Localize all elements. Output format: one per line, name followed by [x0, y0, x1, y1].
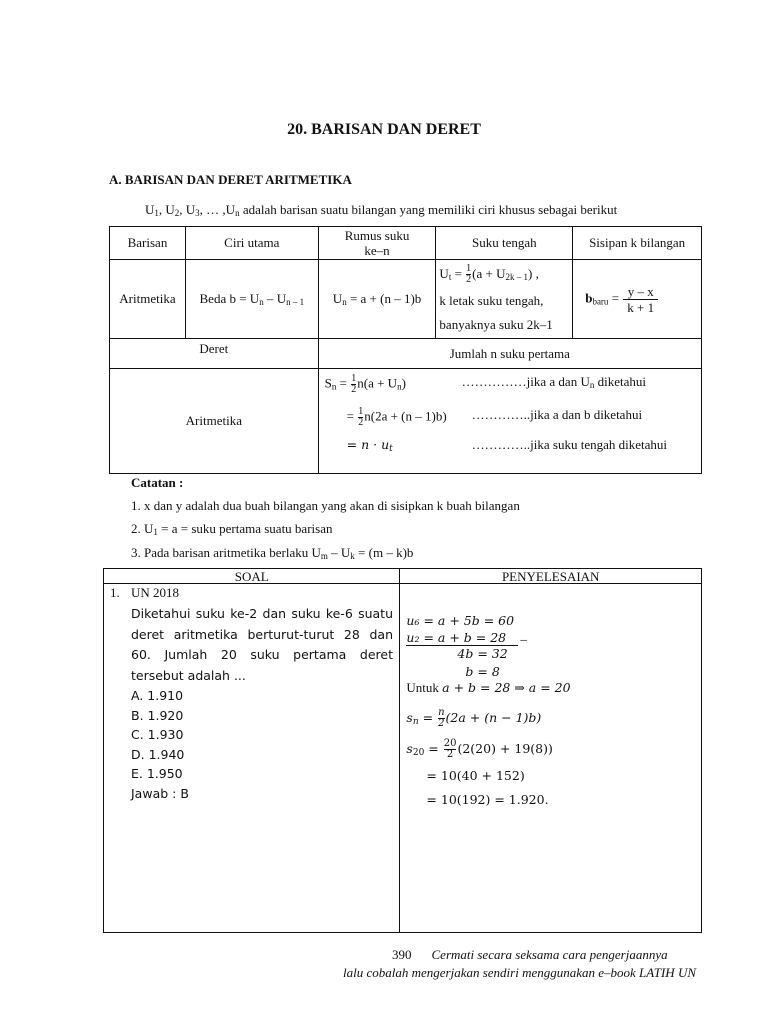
n-over-2-fraction: $\frac{n}{2}$ — [438, 707, 445, 729]
section-heading: A. BARISAN DAN DERET ARITMETIKA — [109, 172, 352, 187]
option-c: C. 1.930 — [131, 727, 184, 742]
sol-line-8: = 10(40 + 152) — [426, 768, 525, 783]
deret-label: Deret — [110, 339, 319, 369]
sol-line-1: u₆ = a + 5b = 60 — [406, 613, 515, 628]
option-a: A. 1.910 — [131, 688, 184, 703]
sn-note-1: ……………jika a dan $U_n$ diketahui — [461, 374, 646, 390]
sn-formula-3: = $n \cdot u_t$ — [346, 437, 393, 454]
formula-table — [109, 226, 702, 474]
header-soal: SOAL — [104, 569, 400, 584]
rumus-cell: $U_n = a + (n - 1)b$ — [318, 260, 436, 339]
twenty-over-2-fraction: $\frac{20}{2}$ — [443, 738, 457, 760]
jumlah-label: Jumlah n suku pertama — [318, 339, 701, 369]
sn-note-2: …………..jika a dan b diketahui — [471, 407, 643, 422]
option-d: D. 1.940 — [131, 746, 185, 762]
header-barisan: Barisan — [110, 227, 186, 260]
option-b: B. 1.920 — [131, 707, 184, 723]
footer-line-2: lalu cobalah mengerjakan sendiri menggunakan e–book LATIH UN — [343, 965, 696, 980]
sol-line-2: u₂ = a + b = 28 — [406, 630, 518, 646]
half-fraction: $\frac{1}{2}$ — [358, 406, 364, 428]
penyelesaian-cell — [400, 584, 702, 933]
sol-line-3: 4b = 32 — [457, 646, 508, 661]
page-title: 20. BARISAN DAN DERET — [287, 121, 481, 138]
sn-note-3: …………..jika suku tengah diketahui — [471, 437, 667, 452]
row-type-aritmetika: Aritmetika — [110, 260, 186, 339]
jumlah-formulas — [318, 369, 701, 474]
half-fraction: $\frac{1}{2}$ — [351, 373, 357, 395]
page-number: 390 — [392, 947, 412, 962]
question-text: Diketahui suku ke-2 dan suku ke-6 suatu deret aritmetika berturut-turut 28 dan 60. Jumlah 20 suku pertama deret tersebut adalah ... — [131, 606, 393, 683]
question-number: 1. — [110, 585, 120, 600]
option-e: E. 1.950 — [131, 766, 183, 781]
question-source: UN 2018 — [131, 585, 180, 600]
answer-key: Jawab : B — [131, 785, 189, 801]
sol-line-7: $s_{20}$ = $\frac{20}{2}$ (2(20) + 19(8)) — [406, 738, 553, 760]
note-1: 1. x dan y adalah dua buah bilangan yang akan di sisipkan k buah bilangan — [131, 498, 520, 513]
sn-formula-1: $S_n$ = $\frac{1}{2}$ $n(a + U_n)$ — [324, 373, 406, 395]
sn-formula-2: = $\frac{1}{2}$ n(2a + (n – 1)b) — [346, 406, 447, 428]
note-2: 2. $U_1 = a$ = suku pertama suatu barisan — [131, 521, 333, 537]
soal-cell — [104, 584, 400, 933]
sisipan-fraction: $\frac{y - x}{k + 1}$ — [623, 284, 658, 315]
footer-line-1: 390 Cermati secara seksama cara pengerjaannya — [392, 947, 668, 962]
header-sisipan: Sisipan k bilangan — [573, 227, 702, 260]
notes-heading: Catatan : — [131, 475, 184, 490]
sol-line-9: = 10(192) = 1.920. — [426, 792, 549, 807]
soal-table — [103, 568, 702, 933]
header-tengah: Suku tengah — [436, 227, 573, 260]
sol-line-4: b = 8 — [465, 664, 500, 679]
half-fraction: $\frac{1}{2}$ — [466, 263, 472, 286]
suku-tengah-cell: $U_t$ = $\frac{1}{2}$ $(a + U_{2k - 1})$ , k letak suku tengah, banyaknya suku 2k–1 — [436, 260, 573, 339]
ciri-utama-cell: Beda $b = U_n - U_{n - 1}$ — [185, 260, 318, 339]
intro-text: $U_1$, $U_2$, $U_3$, … $,U_n$ adalah barisan suatu bilangan yang memiliki ciri khusus sebagai berikut — [145, 202, 618, 218]
header-rumus: Rumus suku ke–n — [318, 227, 436, 260]
header-penyelesaian: PENYELESAIAN — [400, 569, 702, 584]
sisipan-cell: $b_{baru}$ = $\frac{y - x}{k + 1}$ — [573, 260, 702, 339]
minus-sign: _ — [520, 627, 527, 642]
deret-type-aritmetika: Aritmetika — [110, 369, 319, 474]
answer-options — [131, 686, 189, 803]
sol-line-6: $s_n$ = $\frac{n}{2}$ (2a + (n − 1)b) — [406, 707, 542, 729]
note-3: 3. Pada barisan aritmetika berlaku $U_m - U_k = (m - k)b$ — [131, 545, 414, 561]
sol-line-5: Untuk a + b = 28 ⇒ a = 20 — [406, 680, 571, 695]
header-ciri: Ciri utama — [185, 227, 318, 260]
